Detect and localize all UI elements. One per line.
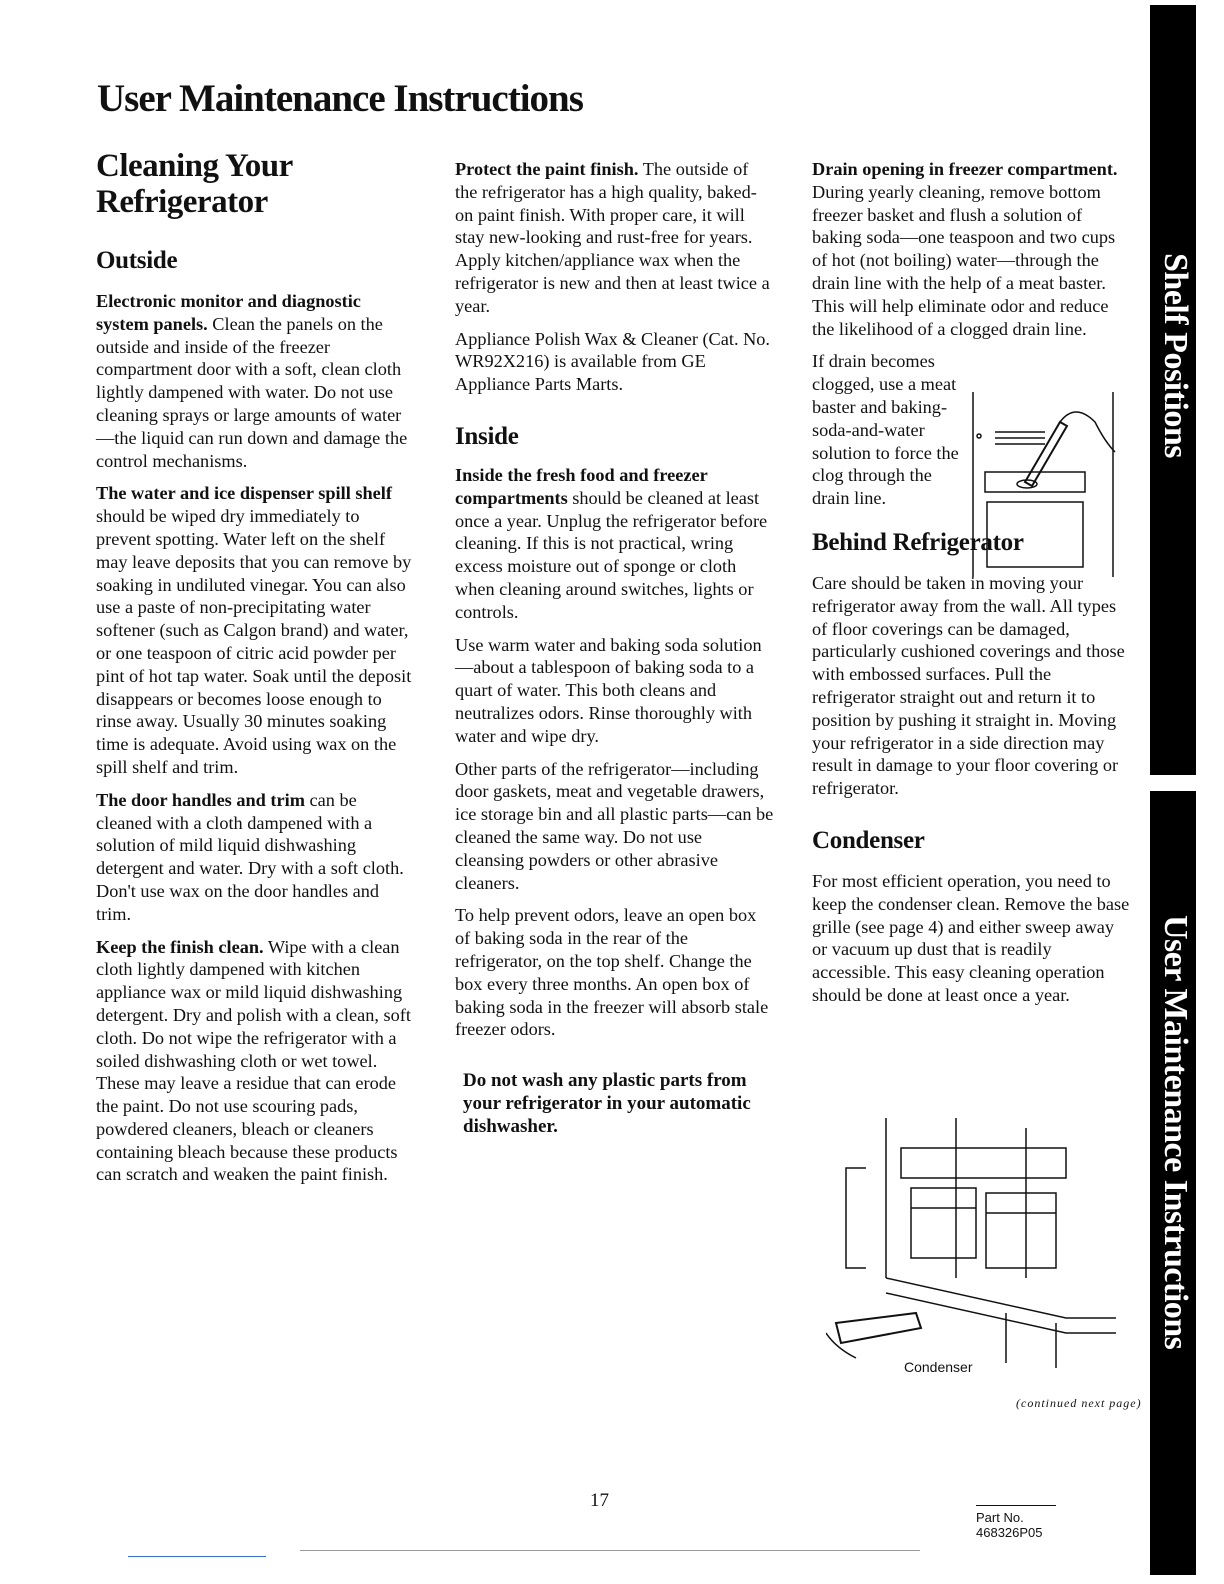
paragraph-baking-soda-solution: Use warm water and baking soda solution—about a tablespoon of baking soda to a quart of water. This both cleans and neutralizes odors. Rinse thoroughly with water and wipe dry.: [455, 634, 762, 746]
paragraph-prevent-odors: To help prevent odors, leave an open box of baking soda in the rear of the refrigerator, on the top shelf. Change the box every three months. An open box of baking soda in the freezer will absorb stale freezer odors.: [455, 905, 769, 1040]
continued-note: (continued next page): [1016, 1396, 1142, 1410]
part-number: Part No. 468326P05: [976, 1505, 1056, 1540]
sidebar-tab: [1150, 5, 1196, 1575]
bottom-rule: [300, 1550, 920, 1551]
section-title: Cleaning Your Refrigerator: [96, 148, 293, 220]
paragraph-clogged-drain: If drain becomes clogged, use a meat baster and baking-soda-and-water solution to force the clog through the drain line.: [812, 351, 959, 509]
outside-heading: Outside: [96, 247, 178, 274]
condenser-caption: Condenser: [904, 1359, 973, 1375]
paragraph-inside-compartments: Inside the fresh food and freezer compartments should be cleaned at least once a year. Unplug the refrigerator before cleaning. If this is not practical, wring excess moisture out of sponge or cloth when cleaning around switches, lights or controls.: [455, 464, 768, 622]
inside-heading: Inside: [455, 422, 519, 450]
column-middle: [455, 158, 775, 1148]
page-title: User Maintenance Instructions: [97, 77, 583, 120]
paragraph-spill-shelf: The water and ice dispenser spill shelf should be wiped dry immediately to prevent spotting. Water left on the shelf may leave deposits that you can remove by soaking in undiluted vinegar. You can also use a paste of non-precipitating water softener (such as Calgon brand) and water, or one teaspoon of citric acid powder per pint of hot tap water. Soak until the deposit disappears or becomes loose enough to rinse away. Usually 30 minutes soaking time is adequate. Avoid using wax on the spill shelf and trim.: [96, 483, 412, 777]
paragraph-behind-refrigerator: Care should be taken in moving your refrigerator away from the wall. All types of floor coverings can be damaged, particularly cushioned coverings and those with embossed surfaces. Pull the refrigerator straight out and return it to position by pushing it straight in. Moving your refrigerator in a side direction may result in damage to your floor covering or refrigerator.: [812, 572, 1125, 799]
bottom-rule-left: [128, 1556, 266, 1557]
tab-divider: [1150, 775, 1196, 791]
condenser-vacuum-illustration: [826, 1118, 1126, 1378]
paragraph-condenser: For most efficient operation, you need to keep the condenser clean. Remove the base grille (see page 4) and either sweep away or vacuum up dust that is readily accessible. This easy cleaning operation should be done at least once a year.: [812, 870, 1130, 1005]
tab-shelf-positions: Shelf Positions: [1157, 253, 1194, 459]
dishwasher-warning: Do not wash any plastic parts from your refrigerator in your automatic dishwasher.: [463, 1070, 751, 1138]
page-number: 17: [590, 1490, 609, 1511]
behind-refrigerator-heading: Behind Refrigerator: [812, 528, 1024, 556]
paragraph-polish-wax: Appliance Polish Wax & Cleaner (Cat. No. WR92X216) is available from GE Appliance Parts Marts.: [455, 328, 771, 395]
meat-baster-drain-illustration: [965, 392, 1125, 582]
column-left: [96, 148, 414, 1196]
paragraph-door-handles: The door handles and trim can be cleaned with a cloth dampened with a solution of mild liquid dishwashing detergent and water. Dry with a soft cloth. Don't use wax on the door handles and trim.: [96, 789, 404, 924]
paragraph-protect-paint: Protect the paint finish. The outside of the refrigerator has a high quality, baked-on paint finish. With proper care, it will stay new-looking and rust-free for years. Apply kitchen/appliance wax when the refrigerator is new and then at least twice a year.: [455, 159, 770, 316]
paragraph-other-parts: Other parts of the refrigerator—including door gaskets, meat and vegetable drawers, ice storage bin and all plastic parts—can be cleaned the same way. Do not use cleansing powders or other abrasive cleaners.: [455, 758, 774, 893]
paragraph-finish-clean: Keep the finish clean. Wipe with a clean cloth lightly dampened with kitchen appliance wax or mild liquid dishwashing detergent. Dry and polish with a clean, soft cloth. Do not wipe the refrigerator with a soiled dishwashing cloth or wet towel. These may leave a residue that can erode the paint. Do not use scouring pads, powdered cleaners, bleach or cleaners containing bleach because these products can scratch and weaken the paint finish.: [96, 936, 411, 1185]
paragraph-monitor-panels: Electronic monitor and diagnostic system panels. Clean the panels on the outside and inside of the freezer compartment door with a soft, clean cloth lightly dampened with water. Do not use cleaning sprays or large amounts of water—the liquid can run down and damage the control mechanisms.: [96, 291, 408, 471]
paragraph-drain-opening: Drain opening in freezer compartment. During yearly cleaning, remove bottom freezer basket and flush a solution of baking soda—one teaspoon and two cups of hot (not boiling) water—through the drain line with the help of a meat baster. This will help eliminate odor and reduce the likelihood of a clogged drain line.: [812, 159, 1118, 339]
tab-user-maintenance: User Maintenance Instructions: [1157, 915, 1194, 1350]
column-right: [812, 158, 1130, 1017]
condenser-heading: Condenser: [812, 826, 925, 854]
